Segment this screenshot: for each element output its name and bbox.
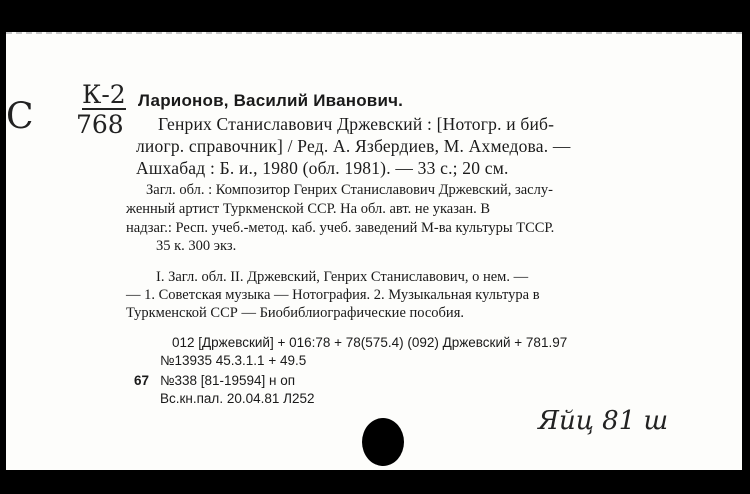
tracing-line2: — 1. Советская музыка — Нотография. 2. Музыкальная культура в xyxy=(126,287,540,303)
note-line1: Загл. обл. : Композитор Генрих Станиславович Држевский, заслу- xyxy=(146,182,553,198)
shelfmark-top: К-2 xyxy=(82,80,126,109)
tracing-line1: I. Загл. обл. II. Држевский, Генрих Станиславович, о нем. — xyxy=(156,269,529,285)
note-line3: надзаг.: Респ. учеб.-метод. каб. учеб. заведений М-ва культуры ТССР. xyxy=(126,220,555,236)
entry-title-line2: лиогр. справочник] / Ред. А. Язбердиев, М. Ахмедова. — xyxy=(136,136,571,156)
entry-heading: Ларионов, Василий Иванович. xyxy=(138,91,404,110)
classification-line3-prefix: 67 xyxy=(134,373,150,388)
entry-title-line3: Ашхабад : Б. и., 1980 (обл. 1981). — 33 с.; 20 см. xyxy=(136,158,509,178)
classification-line4: Вс.кн.пал. 20.04.81 Л252 xyxy=(160,391,315,406)
shelfmark-bottom: 768 xyxy=(76,110,124,139)
classification-line1: 012 [Држевский] + 016:78 + 78(575.4) (092) Држевский + 781.97 xyxy=(172,335,568,350)
entry-title-line1: Генрих Станиславович Држевский : [Нотогр. и биб- xyxy=(158,114,555,134)
classification-line3: №338 [81-19594] н оп xyxy=(160,373,296,388)
scan-background xyxy=(0,0,750,32)
catalog-card xyxy=(6,32,742,470)
shelfmark-letter: С xyxy=(6,96,34,137)
note-line2: женный артист Туркменской ССР. На обл. авт. не указан. В xyxy=(126,201,491,217)
signature: Яйц 81 ш xyxy=(538,406,669,436)
classification-line2: №13935 45.3.1.1 + 49.5 xyxy=(160,353,307,368)
ink-blot xyxy=(362,418,404,466)
tracing-line3: Туркменской ССР — Биобиблиографические пособия. xyxy=(126,305,464,321)
price-and-copies: 35 к. 300 экз. xyxy=(156,238,237,254)
